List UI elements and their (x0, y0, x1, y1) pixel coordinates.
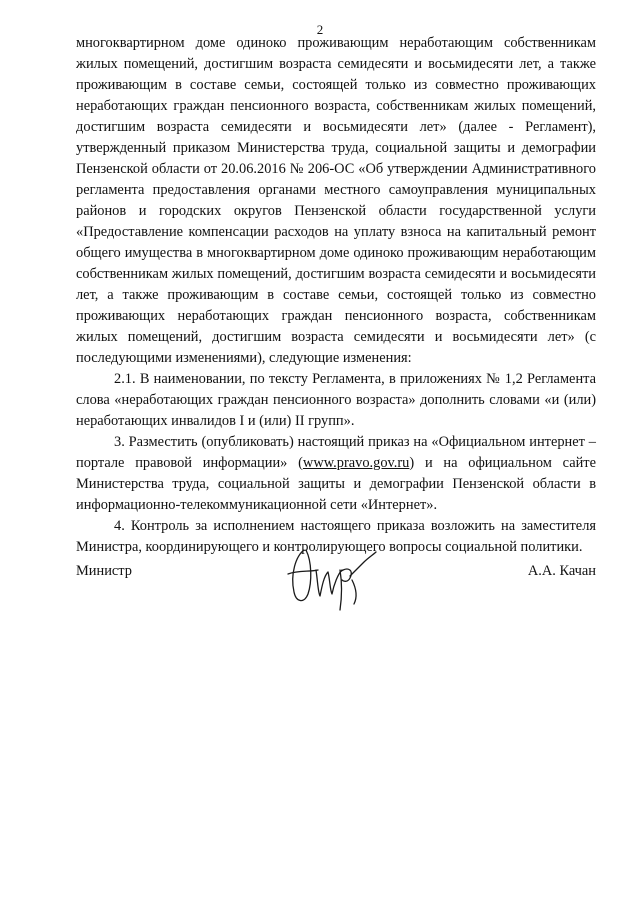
paragraph-3-text-before: 3. Разместить (опубликовать) настоящий приказ на «Официальном интернет – портале правовой информации» ( (76, 434, 596, 471)
paragraph-continuation: многоквартирном доме одиноко проживающим неработающим собственникам жилых помещений, достигшим возраста семидесяти и восьмидесяти лет, а также проживающим в составе семьи, состоящей только из совместно проживающих неработающих граждан пенсионного возраста, собственникам жилых помещений, достигшим возраста семидесяти и восьмидесяти лет» (далее - Регламент), утвержденный приказом Министерства труда, социальной защиты и демографии Пензенской области от 20.06.2016 № 206-ОС «Об утверждении Административного регламента предоставления органами местного самоуправления муниципальных районов и городских округов Пензенской области государственной услуги «Предоставление компенсации расходов на уплату взноса на капитальный ремонт общего имущества в многоквартирном доме одиноко проживающим неработающим собственникам жилых помещений, достигшим возраста семидесяти и восьмидесяти лет, а также проживающим в составе семьи, состоящей только из совместно проживающих неработающих граждан пенсионного возраста, собственникам жилых помещений, достигшим возраста семидесяти и восьмидесяти лет» (с последующими изменениями), следующие изменения: (76, 35, 596, 366)
paragraph-4: 4. Контроль за исполнением настоящего приказа возложить на заместителя Министра, координирующего и контролирующего вопросы социальной политики. (76, 518, 596, 555)
pravo-link[interactable]: www.pravo.gov.ru (302, 455, 410, 471)
document-body (76, 33, 596, 558)
paragraph-3 (76, 432, 596, 516)
paragraph-3-text-after: ) и на официальном сайте Министерства труда, социальной защиты и демографии Пензенской области в информационно-телекоммуникационной сети «Интернет». (76, 455, 596, 513)
paragraph-2-1: 2.1. В наименовании, по тексту Регламента, в приложениях № 1,2 Регламента слова «неработающих граждан пенсионного возраста» дополнить словами «и (или) неработающих инвалидов I и (или) II групп». (76, 371, 596, 429)
signatory-title: Министр (76, 563, 132, 579)
signatory-name: А.А. Качан (527, 563, 596, 579)
page-number: 2 (316, 22, 324, 37)
handwritten-signature (282, 540, 378, 612)
